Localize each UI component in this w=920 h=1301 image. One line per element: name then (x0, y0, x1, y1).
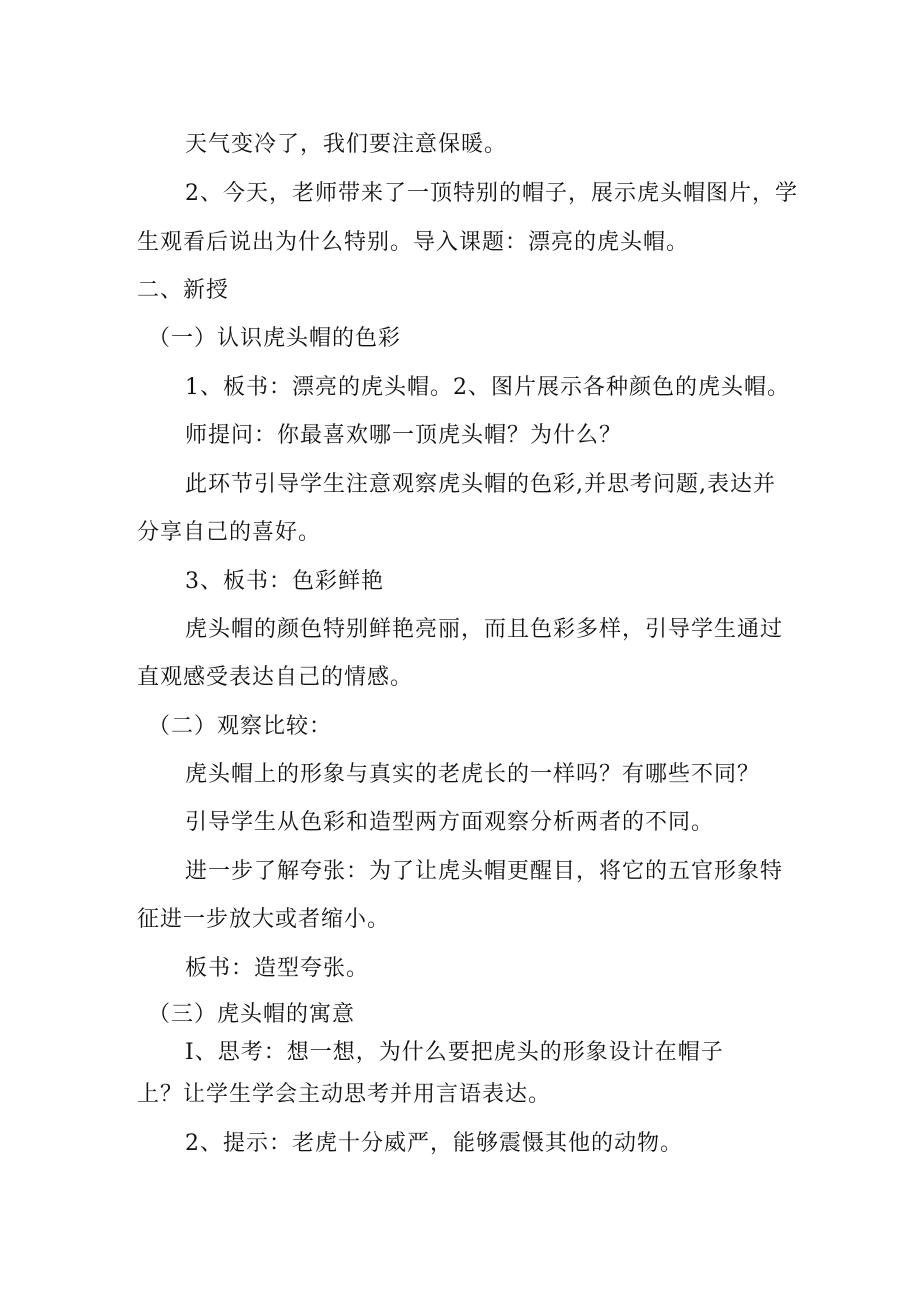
paragraph-line: 1、板书：漂亮的虎头帽。2、图片展示各种颜色的虎头帽。 (185, 375, 790, 400)
paragraph-line: 引导学生从色彩和造型两方面观察分析两者的不同。 (185, 810, 715, 835)
paragraph-line: 2、今天，老师带来了一顶特别的帽子，展示虎头帽图片，学 (185, 181, 798, 206)
paragraph-line: 板书：造型夸张。 (185, 956, 370, 981)
paragraph-line: 3、板书：色彩鲜艳 (185, 569, 384, 594)
section-heading: 二、新授 (137, 278, 230, 303)
paragraph-line: 2、提示：老虎十分威严，能够震慑其他的动物。 (185, 1131, 683, 1156)
subsection-heading: （一）认识虎头帽的色彩 (148, 326, 402, 351)
paragraph-line: 分享自己的喜好。 (137, 520, 322, 545)
paragraph-line: 此环节引导学生注意观察虎头帽的色彩,并思考问题,表达并 (185, 472, 776, 497)
paragraph-line: 师提问：你最喜欢哪一顶虎头帽？为什么？ (185, 423, 623, 448)
paragraph-line: 征进一步放大或者缩小。 (137, 907, 391, 932)
paragraph-line: 天气变冷了，我们要注意保暖。 (185, 132, 508, 157)
subsection-heading: （三）虎头帽的寓意 (148, 1002, 356, 1027)
subsection-heading: （二）观察比较： (148, 714, 333, 739)
paragraph-line: 虎头帽上的形象与真实的老虎长的一样吗？有哪些不同？ (185, 762, 761, 787)
paragraph-line: 直观感受表达自己的情感。 (137, 665, 414, 690)
paragraph-line: 生观看后说出为什么特别。导入课题：漂亮的虎头帽。 (137, 230, 690, 255)
paragraph-line: I、思考：想一想，为什么要把虎头的形象设计在帽子 (185, 1040, 724, 1065)
paragraph-line: 虎头帽的颜色特别鲜艳亮丽，而且色彩多样，引导学生通过 (185, 617, 784, 642)
paragraph-line: 进一步了解夸张：为了让虎头帽更醒目，将它的五官形象特 (185, 859, 784, 884)
paragraph-line: 上？让学生学会主动思考并用言语表达。 (137, 1082, 552, 1107)
